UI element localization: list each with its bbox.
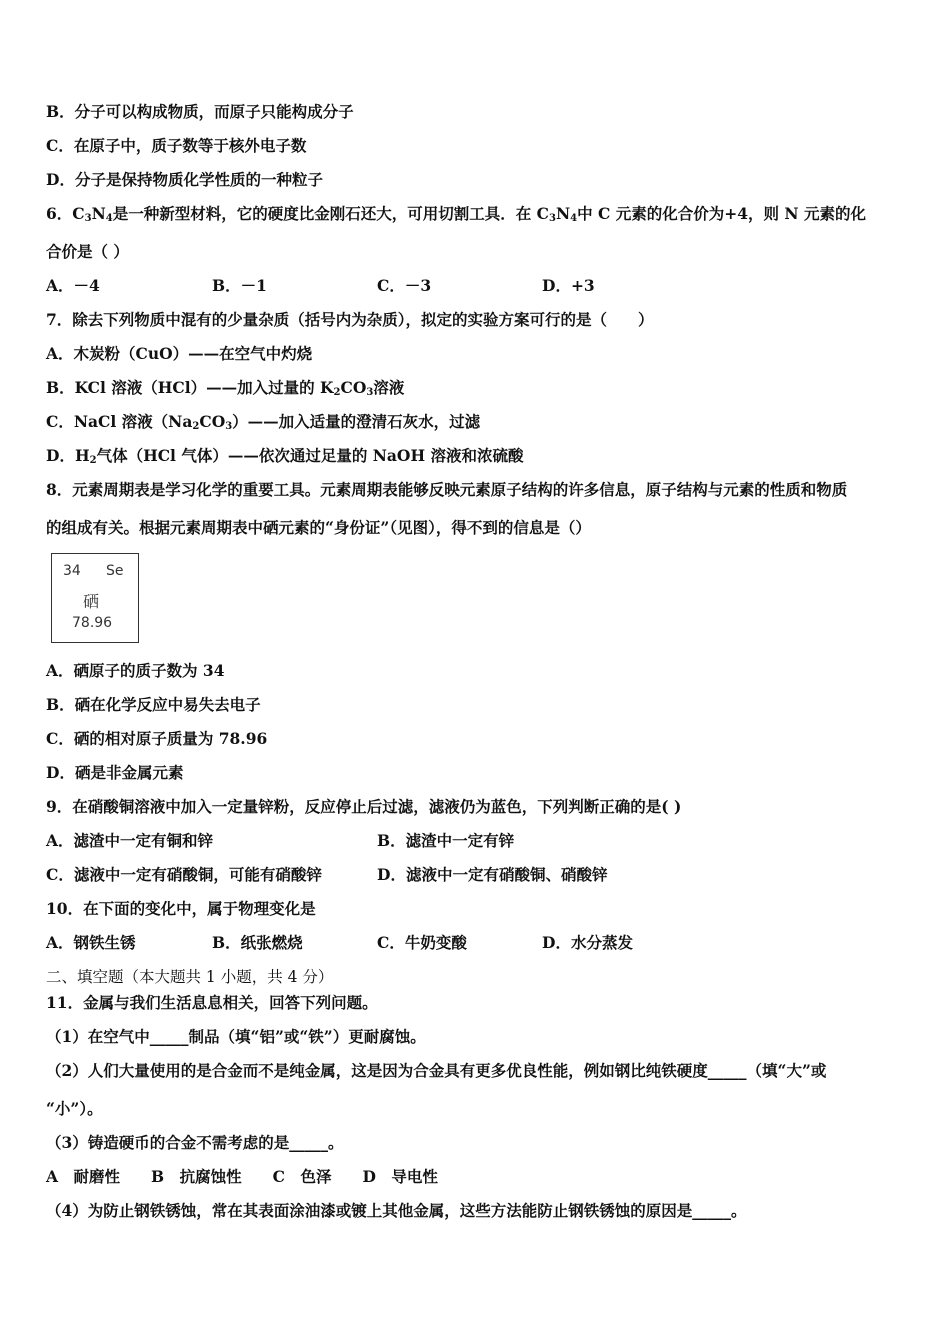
- q9-option-b: B．滤渣中一定有锌: [377, 831, 515, 850]
- q11-part-4: （4）为防止钢铁锈蚀，常在其表面涂油漆或镀上其他金属，这些方法能防止钢铁锈蚀的原因是_____。: [46, 1201, 747, 1220]
- q10-option-a: A．钢铁生锈: [46, 933, 136, 952]
- atomic-mass: 78.96: [72, 615, 113, 631]
- q7-option-c: C．NaCl 溶液$(Na_2CO_3)——$加入适量的澄清石灰水，过滤: [46, 412, 481, 432]
- q8-stem-continued: 的组成有关。根据元素周期表中硒元素的“身份证”（见图），得不到的信息是（）: [46, 518, 591, 537]
- q10-option-b: B．纸张燃烧: [212, 933, 303, 952]
- q5-option-b: B．分子可以构成物质，而原子只能构成分子: [46, 102, 354, 121]
- q11-part-3-options: A 耐磨性 B 抗腐蚀性 C 色泽 D 导电性: [46, 1167, 438, 1186]
- q6-stem-continued: 合价是（ ）: [46, 242, 129, 261]
- section-heading-fill-in: 二、填空题（本大题共 1 小题，共 4 分）: [46, 968, 334, 986]
- q6-option-b: B．－1: [212, 276, 267, 295]
- q11-part-2: （2）人们大量使用的是合金而不是纯金属，这是因为合金具有更多优良性能，例如钢比纯铁硬度_____（填“大”或: [46, 1061, 827, 1080]
- q7-option-a: A．木炭粉（CuO）——在空气中灼烧: [46, 344, 313, 363]
- q7-stem: 7．除去下列物质中混有的少量杂质（括号内为杂质），拟定的实验方案可行的是（ ）: [46, 310, 654, 329]
- q9-option-c: C．滤液中一定有硝酸铜，可能有硝酸锌: [46, 865, 322, 884]
- element-name: 硒: [83, 592, 100, 611]
- q11-part-2-continued: “小”）。: [46, 1099, 103, 1118]
- q9-option-d: D．滤液中一定有硝酸铜、硝酸锌: [377, 865, 608, 884]
- q6-option-c: C．－3: [377, 276, 432, 295]
- q8-option-c: C．硒的相对原子质量为 78.96: [46, 729, 268, 748]
- atomic-number: 34: [63, 563, 81, 579]
- q6-option-d: D．+3: [542, 276, 595, 295]
- q7-option-b: B．KCl 溶液（HCl）——加入过量的 $K_2CO_3$溶液: [46, 378, 405, 398]
- q11-stem: 11．金属与我们生活息息相关，回答下列问题。: [46, 993, 378, 1012]
- q7-option-d: D．$H_2$气体（HCl 气体）——依次通过足量的 NaOH 溶液和浓硫酸: [46, 446, 524, 466]
- q5-option-c: C．在原子中，质子数等于核外电子数: [46, 136, 307, 155]
- q11-part-1: （1）在空气中_____制品（填“铝”或“铁”）更耐腐蚀。: [46, 1027, 426, 1046]
- q8-option-d: D．硒是非金属元素: [46, 763, 184, 782]
- q10-option-d: D．水分蒸发: [542, 933, 633, 952]
- q8-option-a: A．硒原子的质子数为 34: [46, 661, 225, 680]
- q6-option-a: A．－4: [46, 276, 100, 295]
- q5-option-d: D．分子是保持物质化学性质的一种粒子: [46, 170, 323, 189]
- q8-option-b: B．硒在化学反应中易失去电子: [46, 695, 261, 714]
- q6-stem: 6．$C_3N_4$是一种新型材料，它的硬度比金刚石还大，可用切割工具．在 $C_3N_4$中 C 元素的化合价为+4，则 N 元素的化: [46, 204, 866, 224]
- q11-part-3: （3）铸造硬币的合金不需考虑的是_____。: [46, 1133, 344, 1152]
- q9-stem: 9．在硝酸铜溶液中加入一定量锌粉，反应停止后过滤，滤液仍为蓝色，下列判断正确的是( ): [46, 797, 682, 816]
- selenium-element-card: [51, 553, 139, 643]
- q9-option-a: A．滤渣中一定有铜和锌: [46, 831, 214, 850]
- element-symbol: Se: [106, 563, 124, 579]
- q10-stem: 10．在下面的变化中，属于物理变化是: [46, 899, 316, 918]
- q10-option-c: C．牛奶变酸: [377, 933, 467, 952]
- q8-stem: 8．元素周期表是学习化学的重要工具。元素周期表能够反映元素原子结构的许多信息，原子结构与元素的性质和物质: [46, 480, 848, 499]
